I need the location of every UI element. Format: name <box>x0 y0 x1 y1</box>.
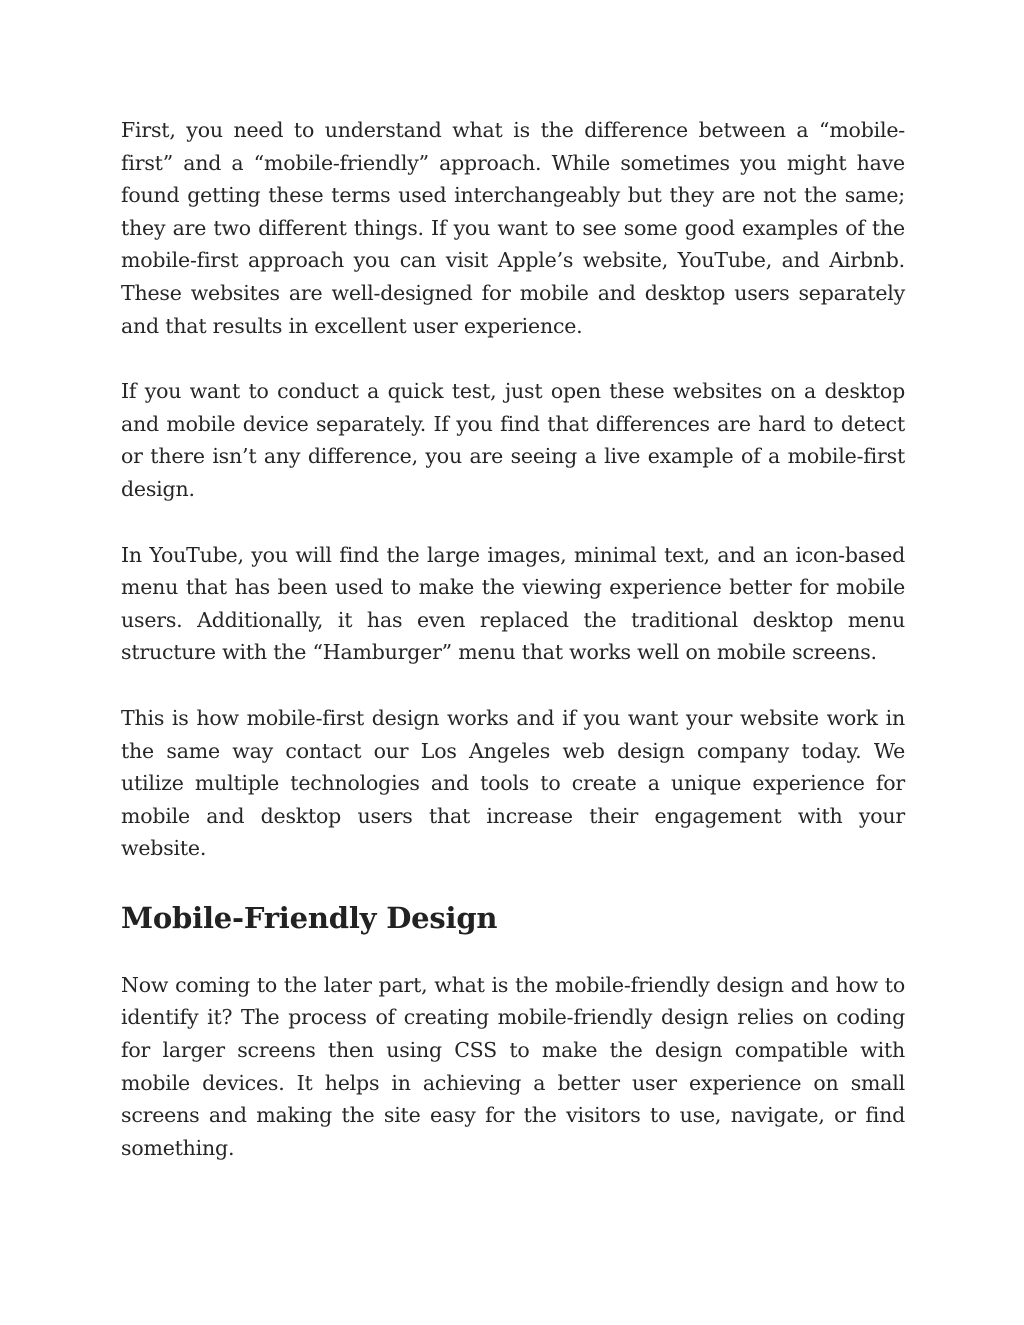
paragraph-company-cta: This is how mobile-first design works and if you want your website work in the same way contact our Los Angeles web design company today. We utilize multiple technologies and tools to create a unique experience for mobile and desktop users that increase their engagement with your website. <box>121 705 905 861</box>
paragraph-youtube-example: In YouTube, you will find the large images, minimal text, and an icon-based menu that has been used to make the viewing experience better for mobile users. Additionally, it has even replaced the traditional desktop menu structure with the “Hamburger” menu that works well on mobile screens. <box>121 542 905 665</box>
paragraph-quick-test: If you want to conduct a quick test, just open these websites on a desktop and mobile device separately. If you find that differences are hard to detect or there isn’t any difference, you are seeing a live example of a mobile-first design. <box>121 379 905 501</box>
section-heading: Mobile-Friendly Design <box>121 900 498 935</box>
document-page <box>121 114 905 1164</box>
paragraph-mobile-first-intro: First, you need to understand what is the difference between a “mobile-first” and a “mobile-friendly” approach. While sometimes you might have found getting these terms used interchangeably but they are not the same; they are two different things. If you want to see some good examples of the mobile-first approach you can visit Apple’s website, YouTube, and Airbnb. These websites are well-designed for mobile and desktop users separately and that results in excellent user experience. <box>121 118 905 338</box>
paragraph-mobile-friendly-definition: Now coming to the later part, what is the mobile-friendly design and how to identify it? The process of creating mobile-friendly design relies on coding for larger screens then using CSS to make the design compatible with mobile devices. It helps in achieving a better user experience on small screens and making the site easy for the visitors to use, navigate, or find something. <box>121 972 905 1160</box>
